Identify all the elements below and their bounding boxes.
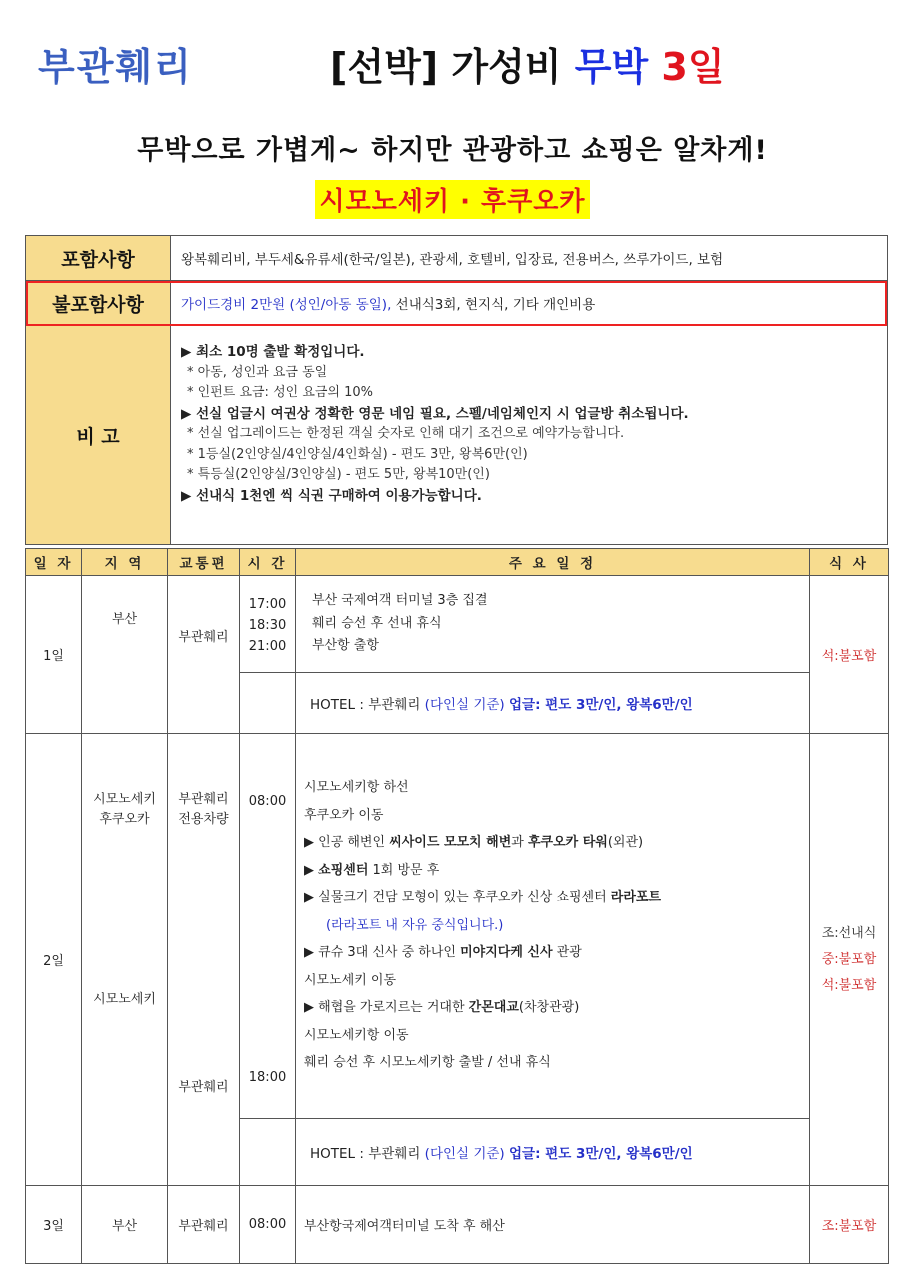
header-transport: 교통편 [168, 549, 240, 576]
included-label: 포함사항 [26, 236, 171, 280]
day2-region-cell [82, 734, 168, 1186]
header [0, 0, 905, 100]
day2-transport1: 부관훼리 전용차량 [178, 792, 229, 827]
title-days: 3일 [661, 45, 725, 89]
header-day: 일 자 [26, 549, 82, 576]
day1-region: 부산 [82, 576, 168, 734]
day3-region: 부산 [82, 1186, 168, 1264]
day2-itinerary [296, 734, 810, 1119]
miyajidake-text: 미야지다케 신사 [460, 945, 553, 960]
itinerary-line [304, 857, 809, 885]
day1-label: 1일 [26, 576, 82, 734]
notes-list [171, 326, 887, 544]
day1-transport: 부관훼리 [168, 576, 240, 734]
guide-fee-text: 가이드경비 2만원 (성인/아동 동일), [181, 297, 392, 313]
day3-meal: 조:불포함 [810, 1186, 889, 1264]
info-table [25, 235, 888, 545]
itinerary-line: 부산 국제여객 터미널 3층 집결 [312, 593, 488, 608]
day2-time-blank [240, 1119, 296, 1186]
note-line: * 선실 업그레이드는 한정된 객실 숫자로 인해 대기 조건으로 예약가능합니다. [187, 426, 625, 441]
day2-label: 2일 [26, 734, 82, 1186]
day2-region1: 시모노세키 후쿠오카 [93, 792, 156, 827]
day3-itinerary: 부산항국제여객터미널 도착 후 해산 [296, 1186, 810, 1264]
itinerary-line [304, 939, 809, 967]
destination-highlight: 시모노세키 · 후쿠오카 [315, 180, 589, 219]
header-meal: 식 사 [810, 549, 889, 576]
excluded-rest-text: 선내식3회, 현지식, 기타 개인비용 [395, 297, 596, 313]
included-text: 왕복훼리비, 부두세&유류세(한국/일본), 관광세, 호텔비, 입장료, 전용버스, 쓰루가이드, 보험 [181, 252, 724, 268]
hotel-prefix: HOTEL : 부관훼리 [310, 697, 421, 713]
day2-region2: 시모노세키 [93, 992, 156, 1007]
day2-time-cell [240, 734, 296, 1119]
hotel-upgrade: 업글: 편도 3만/인, 왕복6만/인 [509, 697, 693, 713]
day3-time: 08:00 [240, 1186, 296, 1264]
day2-time1: 08:00 [248, 794, 287, 809]
fukuoka-tower-text: 후쿠오카 타워 [527, 835, 608, 850]
destination-wrap [0, 180, 905, 219]
notes-row [26, 326, 887, 544]
day1-times [240, 576, 296, 673]
day1-time: 21:00 [248, 639, 287, 654]
itinerary-line [304, 994, 809, 1022]
itinerary-line: 부산항 출항 [312, 638, 379, 653]
title-prefix: [선박] 가성비 [330, 45, 562, 89]
product-title [330, 36, 725, 91]
notes-label: 비 고 [26, 326, 171, 544]
excluded-row [26, 281, 887, 326]
text-span: 1회 방문 후 [368, 862, 440, 878]
itinerary-line: 시모노세키 이동 [304, 972, 397, 988]
text-span: ▶ 실물크기 건담 모형이 있는 후쿠오카 신상 쇼핑센터 [304, 890, 611, 905]
day2-lunch: 중:불포함 [821, 951, 877, 967]
hotel-basis: (다인실 기준) [424, 1146, 505, 1162]
hotel-basis: (다인실 기준) [424, 697, 505, 713]
text-span: 과 [511, 835, 528, 850]
day1-hotel [296, 673, 810, 734]
excluded-text [171, 281, 887, 325]
schedule-header-row [26, 549, 889, 576]
day2-row [26, 734, 889, 1119]
note-line: * 인펀트 요금: 성인 요금의 10% [187, 385, 374, 400]
text-span: ▶ 큐슈 3대 신사 중 하나인 [304, 945, 461, 960]
lalaport-text: 라라포트 [610, 890, 662, 905]
itinerary-line: (라라포트 내 자유 중식입니다.) [326, 917, 504, 933]
brand-title: 부관훼리 [38, 45, 193, 89]
schedule-table [25, 548, 889, 1264]
hotel-upgrade: 업글: 편도 3만/인, 왕복6만/인 [509, 1146, 693, 1162]
hotel-prefix: HOTEL : 부관훼리 [310, 1146, 421, 1162]
excluded-label: 불포함사항 [26, 281, 171, 325]
day1-row [26, 576, 889, 673]
day2-meals [810, 734, 889, 1186]
day3-row [26, 1186, 889, 1264]
day3-transport: 부관훼리 [168, 1186, 240, 1264]
day1-time: 17:00 [248, 597, 287, 612]
text-span: (외관) [607, 835, 644, 850]
itinerary-line: 훼리 승선 후 선내 휴식 [312, 615, 442, 631]
note-line: ▶ 선내식 1천엔 씩 식권 구매하여 이용가능합니다. [181, 487, 482, 504]
title-nightless: 무박 [574, 45, 649, 89]
note-line: * 아동, 성인과 요금 동일 [187, 364, 328, 380]
note-line: * 1등실(2인양실/4인양실/4인화실) - 편도 3만, 왕복6만(인) [187, 446, 528, 462]
seaside-momochi-text: 씨사이드 모모치 해변 [389, 835, 512, 850]
text-span: ▶ 인공 해변인 [304, 835, 390, 850]
tagline: 무박으로 가볍게~ 하지만 관광하고 쇼핑은 알차게! [137, 135, 768, 166]
itinerary-line: 후쿠오카 이동 [304, 807, 384, 823]
day2-transport-cell [168, 734, 240, 1186]
itinerary-line: 시모노세키항 하선 [304, 780, 409, 795]
day3-label: 3일 [26, 1186, 82, 1264]
itinerary-line: 훼리 승선 후 시모노세키항 출발 / 선내 휴식 [304, 1055, 551, 1070]
header-time: 시 간 [240, 549, 296, 576]
day2-breakfast: 조:선내식 [821, 925, 877, 941]
day2-dinner: 석:불포함 [821, 977, 877, 993]
header-region: 지 역 [82, 549, 168, 576]
shopping-center-text: 쇼핑센터 [318, 862, 369, 878]
itinerary-line: 시모노세키항 이동 [304, 1027, 409, 1043]
day1-time: 18:30 [248, 618, 287, 633]
day1-itinerary [296, 576, 810, 673]
text-span: ▶ [304, 862, 319, 878]
itinerary-line [304, 829, 809, 857]
day2-time2: 18:00 [248, 1070, 287, 1085]
itinerary-line [304, 884, 809, 912]
header-itinerary: 주 요 일 정 [296, 549, 810, 576]
day1-time-blank [240, 673, 296, 734]
text-span: (차창관광) [518, 1000, 580, 1015]
day2-transport2: 부관훼리 [178, 1080, 229, 1095]
included-row [26, 236, 887, 281]
day1-meal: 석:불포함 [810, 576, 889, 734]
kanmon-bridge-text: 간몬대교 [468, 1000, 519, 1015]
text-span: 관광 [552, 945, 582, 960]
day2-hotel [296, 1119, 810, 1186]
note-line: ▶ 선실 업글시 여권상 정확한 영문 네임 필요, 스펠/네임체인지 시 업글방 취소됩니다. [181, 405, 689, 422]
note-line: * 특등실(2인양실/3인양실) - 편도 5만, 왕복10만(인) [187, 467, 490, 482]
text-span: ▶ 해협을 가로지르는 거대한 [304, 1000, 469, 1015]
note-line: ▶ 최소 10명 출발 확정입니다. [181, 344, 365, 360]
